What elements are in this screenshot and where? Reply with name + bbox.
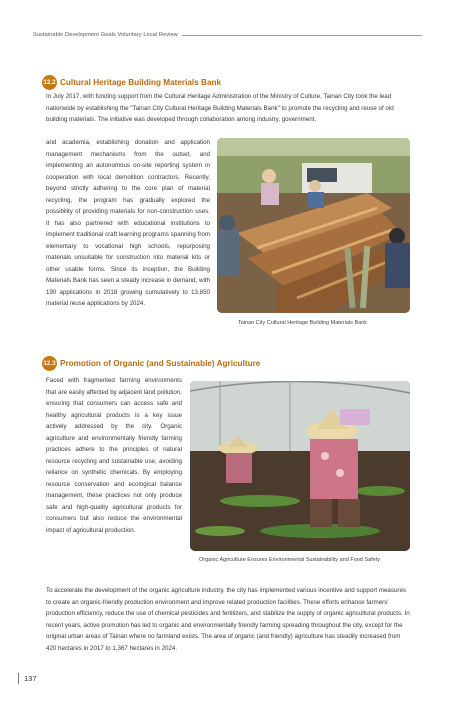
materials-bank-photo bbox=[217, 138, 410, 313]
section-number-badge: 12.2 bbox=[42, 75, 57, 90]
body-paragraph: Faced with fragmented farming environments that are easily affected by adjacent land pollution, ensuring that consumers can access safe and healthy agricultural products is a key issue actively addressed by the city. Organic agriculture and environmentally friendly farming practices adhere to the principles of natural resource recycling and sustainable use, avoiding reliance on synthetic chemicals. By employing resource conservation and ecological balance management, these practices not only produce safe and high-quality agricultural products for consumers but also reduce the environmental impact of agricultural production. bbox=[46, 377, 182, 534]
running-header: Sustainable Development Goals Voluntary Local Review bbox=[33, 32, 178, 38]
section-heading bbox=[42, 356, 260, 371]
header-rule bbox=[182, 35, 422, 36]
photo-caption: Tainan City Cultural Heritage Building Materials Bank bbox=[238, 320, 368, 326]
organic-agriculture-photo bbox=[190, 381, 410, 551]
section-title: Cultural Heritage Building Materials Bank bbox=[60, 78, 222, 87]
section-heading bbox=[42, 75, 221, 90]
section-title: Promotion of Organic (and Sustainable) Agriculture bbox=[60, 359, 261, 368]
photo-caption: Organic Agriculture Ensures Environmental Sustainability and Food Safety bbox=[199, 557, 380, 563]
body-paragraph: and academia, establishing donation and application management mechanisms from the outset, and implementing an autonomous on-site reporting system in cooperation with local demolition contractors. Recently, beyond strictly adhering to the core plan of material recycling, the program has gradually explored the possibility of providing materials for non-construction uses. It has also partnered with educational institutions to implement traditional craft learning programs spanning from elementary to vocational high schools, repurposing materials unsuitable for construction into material kits or other usable forms. Since its inception, the Building Materials Bank has seen a steady increase in demand, with 190 applications in 2018 growing cumulatively to 13,850 material reuse applications by 2024. bbox=[46, 139, 210, 307]
page-number: 137 bbox=[24, 674, 37, 683]
intro-paragraph: In July 2017, with funding support from the Cultural Heritage Administration of the Ministry of Culture, Tainan City took the lead nationwide by establishing the "Tainan City Cultural Heritage Building Materials Bank" to promote the recycling and reuse of old building materials. The initiative was developed through collaboration among industry, government, bbox=[46, 93, 394, 123]
closing-paragraph: To accelerate the development of the organic agriculture industry, the city has implemented various incentive and support measures to create an organic-friendly production environment and improve related production facilities. These efforts enhance farmers' production efficiency, reduce the use of chemical pesticides and fertilizers, and stabilize the supply of organic agricultural products. In recent years, active promotion has led to organic and environmentally friendly farming spreading throughout the city, except for the original urban areas of Tainan where no farmland exists. The area of organic (and friendly) agriculture has steadily increased from 420 hectares in 2017 to 1,367 hectares in 2024. bbox=[46, 587, 410, 652]
section-number-badge: 12.3 bbox=[42, 356, 57, 371]
